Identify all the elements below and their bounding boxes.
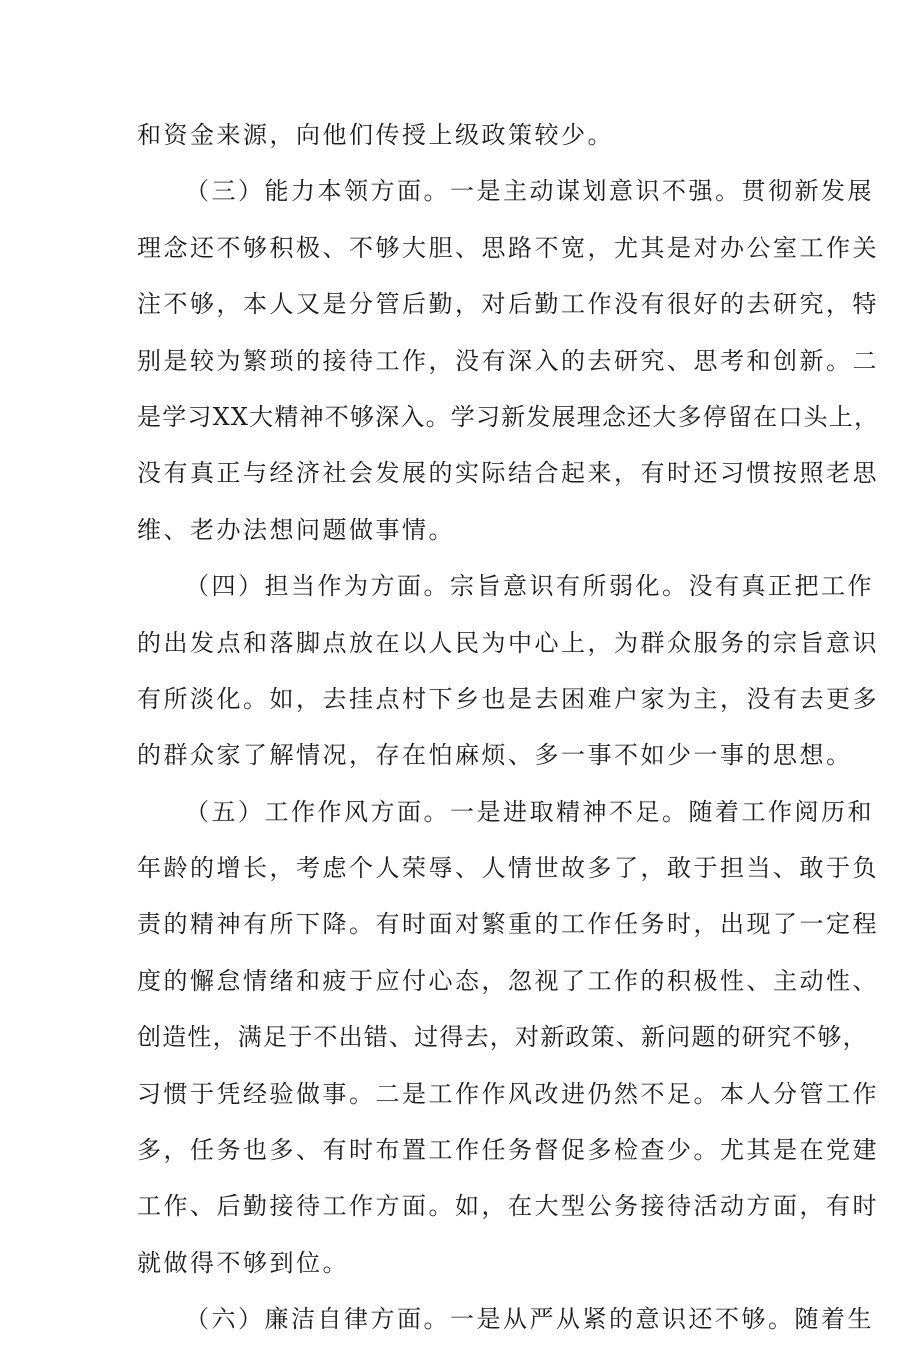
text-line: 注不够，本人又是分管后勤，对后勤工作没有很好的去研究，特: [137, 290, 879, 319]
text-line: 的群众家了解情况，存在怕麻烦、多一事不如少一事的思想。: [137, 741, 853, 770]
text-line: 别是较为繁琐的接待工作，没有深入的去研究、思考和创新。二: [137, 346, 879, 375]
text-line: 和资金来源，向他们传授上级政策较少。: [137, 121, 614, 149]
text-line: 是学习XX大精神不够深入。学习新发展理念还大多停留在口头上，: [137, 402, 880, 431]
text-line: 多，任务也多、有时布置工作任务督促多检查少。尤其是在党建: [137, 1136, 879, 1165]
text-line: 理念还不够积极、不够大胆、思路不宽，尤其是对办公室工作关: [137, 233, 879, 262]
text-line: 的出发点和落脚点放在以人民为中心上，为群众服务的宗旨意识: [137, 628, 879, 657]
text-line: 责的精神有所下降。有时面对繁重的工作任务时，出现了一定程: [137, 910, 879, 939]
paragraph-first-line: （五）工作作风方面。一是进取精神不足。随着工作阅历和: [185, 797, 874, 826]
paragraph-first-line: （三）能力本领方面。一是主动谋划意识不强。贯彻新发展: [185, 177, 874, 206]
text-line: 年龄的增长，考虑个人荣辱、人情世故多了，敢于担当、敢于负: [137, 854, 879, 883]
text-line: 有所淡化。如，去挂点村下乡也是去困难户家为主，没有去更多: [137, 684, 879, 713]
text-line: 度的懈怠情绪和疲于应付心态，忽视了工作的积极性、主动性、: [137, 966, 879, 995]
text-line: 没有真正与经济社会发展的实际结合起来，有时还习惯按照老思: [137, 459, 879, 488]
paragraph-first-line: （六）廉洁自律方面。一是从严从紧的意识还不够。随着生: [185, 1305, 874, 1334]
document-body: [137, 107, 880, 1348]
paragraph-first-line: （四）担当作为方面。宗旨意识有所弱化。没有真正把工作: [185, 572, 874, 601]
text-line: 习惯于凭经验做事。二是工作作风改进仍然不足。本人分管工作: [137, 1079, 879, 1108]
text-line: 维、老办法想问题做事情。: [137, 515, 455, 544]
text-line: 工作、后勤接待工作方面。如，在大型公务接待活动方面，有时: [137, 1192, 879, 1221]
text-line: 创造性，满足于不出错、过得去，对新政策、新问题的研究不够，: [137, 1023, 868, 1052]
text-line: 就做得不够到位。: [137, 1248, 349, 1277]
